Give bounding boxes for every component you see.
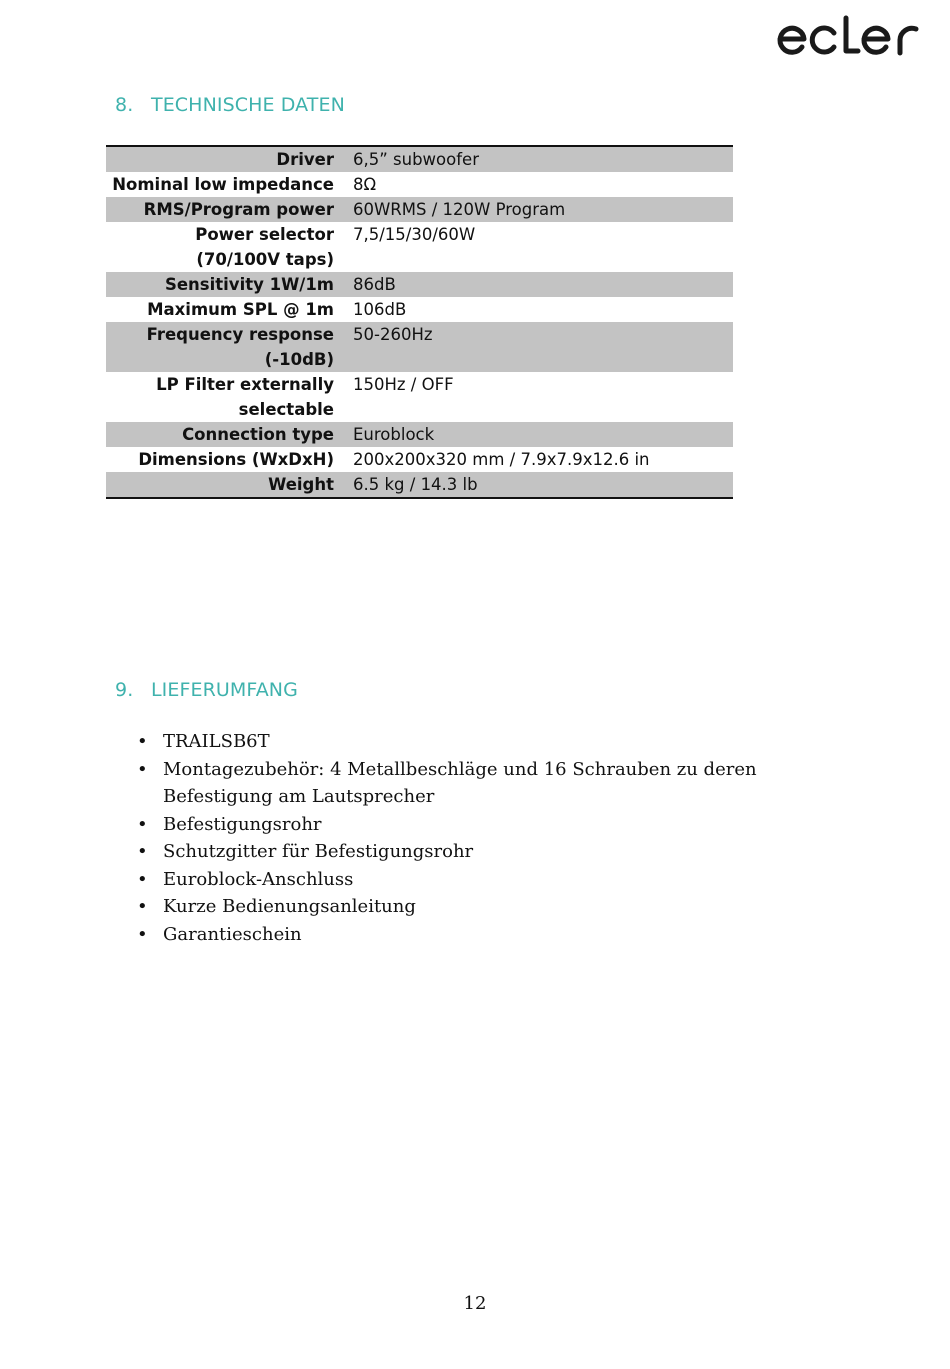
spec-value: 50-260Hz	[353, 322, 733, 372]
list-item	[135, 756, 855, 811]
list-item	[135, 893, 855, 921]
table-row	[106, 272, 733, 297]
list-item	[135, 838, 855, 866]
spec-value: 150Hz / OFF	[353, 375, 454, 394]
spec-value: 6,5” subwoofer	[353, 146, 733, 172]
table-row	[106, 322, 733, 372]
spec-value: 7,5/15/30/60W	[353, 225, 476, 244]
section-heading-technical-data	[115, 94, 345, 116]
spec-label: Frequency response (-10dB)	[106, 322, 353, 372]
spec-value: 86dB	[353, 272, 733, 297]
table-row	[106, 447, 733, 472]
spec-label: Driver	[106, 146, 353, 172]
table-row	[106, 172, 733, 197]
bullet-icon: •	[137, 923, 148, 945]
ecler-logo	[776, 14, 940, 60]
section-number: 8.	[115, 94, 134, 116]
list-item-text: Kurze Bedienungsanleitung	[163, 896, 416, 917]
spec-table	[106, 145, 733, 499]
list-item-text: Garantieschein	[163, 923, 302, 945]
table-row	[106, 472, 733, 498]
list-item	[135, 921, 855, 949]
spec-label: Weight	[106, 472, 353, 498]
spec-value: 6.5 kg / 14.3 lb	[353, 472, 733, 498]
spec-label: Nominal low impedance	[112, 175, 334, 194]
section-heading-delivery-contents	[115, 679, 298, 701]
page-number: 12	[463, 1293, 487, 1314]
bullet-icon: •	[137, 896, 148, 917]
spec-value: 60WRMS / 120W Program	[353, 197, 733, 222]
bullet-icon: •	[137, 813, 148, 835]
table-row	[106, 146, 733, 172]
spec-label: RMS/Program power	[106, 197, 353, 222]
list-item-text: Montagezubehör: 4 Metallbeschläge und 16 Schrauben zu deren Befestigung am Lautsprecher	[163, 758, 757, 807]
spec-value: 200x200x320 mm / 7.9x7.9x12.6 in	[353, 450, 650, 469]
delivery-contents-list	[135, 728, 855, 948]
spec-label: Power selector (70/100V taps)	[195, 225, 334, 269]
table-row	[106, 297, 733, 322]
section-title: TECHNISCHE DATEN	[151, 94, 345, 116]
spec-value: 8Ω	[353, 175, 377, 194]
bullet-icon: •	[137, 731, 148, 752]
spec-label: Dimensions (WxDxH)	[138, 450, 334, 469]
list-item-text: TRAILSB6T	[163, 731, 270, 752]
table-row	[106, 222, 733, 272]
list-item-text: Euroblock-Anschluss	[163, 868, 354, 890]
list-item-text: Befestigungsrohr	[163, 813, 322, 835]
section-title: LIEFERUMFANG	[151, 679, 298, 701]
section-number: 9.	[115, 679, 134, 701]
spec-label: Connection type	[106, 422, 353, 447]
bullet-icon: •	[137, 868, 148, 890]
table-row	[106, 372, 733, 422]
spec-label: Sensitivity 1W/1m	[106, 272, 353, 297]
list-item-text: Schutzgitter für Befestigungsrohr	[163, 841, 474, 862]
bullet-icon: •	[137, 841, 148, 862]
list-item	[135, 811, 855, 839]
table-row	[106, 422, 733, 447]
list-item	[135, 866, 855, 894]
spec-value: Euroblock	[353, 422, 733, 447]
table-row	[106, 197, 733, 222]
spec-value: 106dB	[353, 300, 407, 319]
spec-label: LP Filter externally selectable	[156, 375, 334, 419]
spec-label: Maximum SPL @ 1m	[147, 300, 334, 319]
list-item	[135, 728, 855, 756]
bullet-icon: •	[137, 758, 148, 780]
